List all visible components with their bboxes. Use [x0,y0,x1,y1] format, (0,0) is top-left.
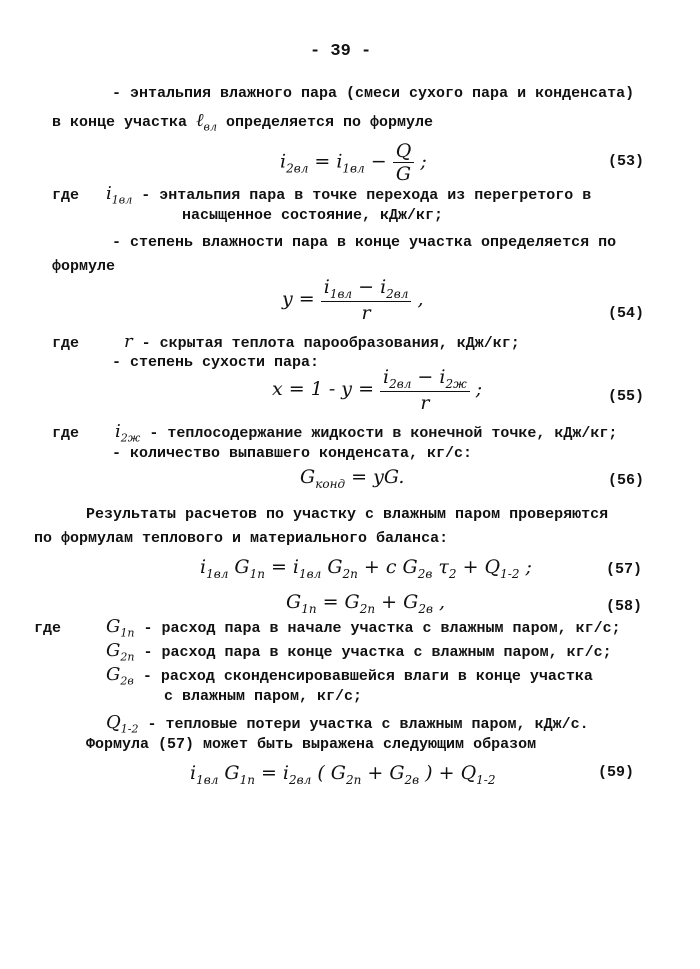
paragraph-line: в конце участка ℓ$_{вл}$ определяется по формуле [52,110,434,134]
definition-line: с влажным паром, кг/с; [164,688,363,705]
definition-line: $G_{1п}$ - расход пара в начале участка с влажным паром, кг/с; [106,616,621,640]
where-line: где [34,620,62,637]
paragraph-line: Формула (57) может быть выражена следующим образом [86,736,537,753]
equation-number: (55) [608,388,645,405]
paragraph-line: - степень сухости пара: [112,354,320,371]
equation-57: $i_{1вл}$ $G_{1п} = i_{1вл}$ $G_{2п} + c$ $G_{2в}$ $\tau_2 + Q_{1-2}$ ; [200,556,532,581]
equation-number: (56) [608,472,645,489]
paragraph-line: по формулам теплового и материального баланса: [34,530,449,547]
definition-line: $G_{2п}$ - расход пара в конце участка с влажным паром, кг/с; [106,640,612,664]
equation-58: $G_{1п} = G_{2п} + G_{2в}$ , [286,591,446,616]
equation-number: (57) [606,561,643,578]
equation-59: $i_{1вл}$ $G_{1п} = i_{2вл}$ ( $G_{2п} + G_{2в}$ ) + $Q_{1-2}$ [190,762,496,787]
equation-number: (59) [598,764,635,781]
definition-line: $G_{2в}$ - расход сконденсировавшейся влаги в конце участка [106,664,593,688]
paragraph-line: - степень влажности пара в конце участка определяется по [112,234,617,251]
equation-53: $i_{2вл} = i_{1вл}$ − $\frac{Q}{G}$ ; [280,140,427,185]
where-line: где $i_{2ж}$ - теплосодержание жидкости в конечной точке, кДж/кг; [52,421,618,445]
equation-number: (54) [608,305,645,322]
paragraph-line: насыщенное состояние, кДж/кг; [182,207,444,224]
paragraph-line: - количество выпавшего конденсата, кг/с: [112,445,473,462]
where-line: где r - скрытая теплота парообразования, кДж/кг; [52,331,520,352]
equation-55: x = 1 - y = $\frac{i_{2вл} - i_{2ж}}{r}$ ; [272,366,483,414]
paragraph-line: формуле [52,258,116,275]
equation-number: (58) [606,598,643,615]
equation-54: y = $\frac{i_{1вл} - i_{2вл}}{r}$ , [282,276,424,324]
page-number: - 39 - [310,42,372,61]
equation-number: (53) [608,153,645,170]
definition-line: $Q_{1-2}$ - тепловые потери участка с влажным паром, кДж/с. [106,712,589,736]
paragraph-line: Результаты расчетов по участку с влажным паром проверяются [86,506,609,523]
where-line: где $i_{1вл}$ - энтальпия пара в точке перехода из перегретого в [52,183,592,207]
equation-56: $G_{конд}$ = yG. [300,466,405,491]
paragraph-line: - энтальпия влажного пара (смеси сухого пара и конденсата) [112,85,635,102]
